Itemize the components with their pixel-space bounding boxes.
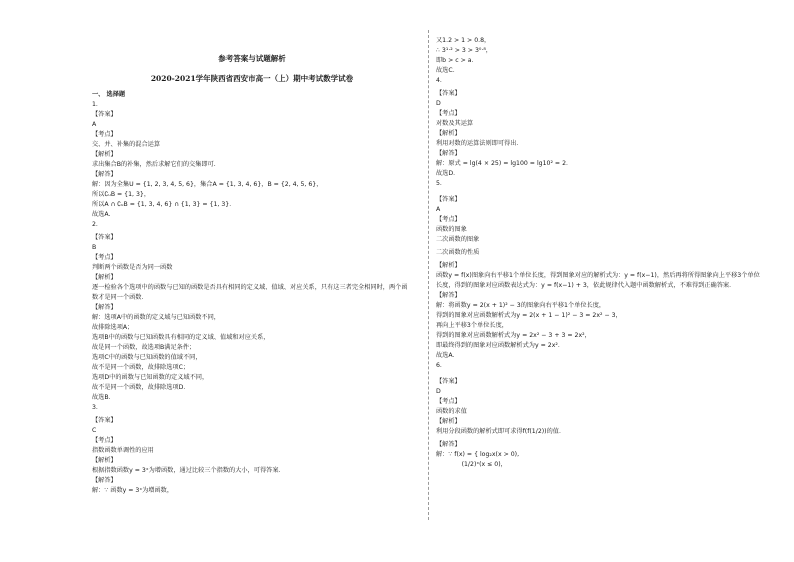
q3-analysis: 根据指数函数y = 3ˣ为增函数，通过比较三个指数的大小，可得答案．	[92, 467, 285, 474]
q4-point: 对数及其运算	[436, 120, 474, 127]
q3-solution-tag: 【解答】	[92, 477, 117, 484]
q2-analysis: 逐一检验各个选项中的函数与已知的函数是否具有相同的定义域、值域、对应关系，只有这三者完全相同时，两个函数才是同一个函数．	[92, 284, 408, 301]
q1-point: 交、并、补集的混合运算	[92, 141, 161, 148]
q4-sol-line: 故选D．	[436, 170, 460, 177]
doc-subtitle: 2020-2021学年陕西省西安市高一（上）期中考试数学试卷	[150, 74, 354, 83]
q2-sol-line: 故选B．	[92, 394, 115, 401]
q4-solution-tag: 【解答】	[436, 150, 461, 157]
q2-sol-line: 选项C中的函数与已知函数的值域不同，	[92, 354, 202, 361]
q4-analysis: 利用对数的运算法则即可得出．	[436, 140, 523, 147]
q1-sol-line: 所以A ∩ ∁ᵤB = {1, 3, 4, 6} ∩ {1, 3} = {1, 3}．	[92, 201, 236, 208]
q1-solution-tag: 【解答】	[92, 171, 117, 178]
q6-point-tag: 【考点】	[436, 398, 461, 405]
q3-number: 3.	[92, 404, 98, 411]
q5-number: 5.	[436, 180, 442, 187]
q5-solution-tag: 【解答】	[436, 292, 461, 299]
q2-sol-line: 故不是同一个函数，故排除选项D．	[92, 384, 190, 391]
right-column	[436, 36, 761, 470]
q2-sol-line: 解：选项A中的函数的定义域与已知函数不同，	[92, 314, 220, 321]
q3-sol-line: 又1.2 > 1 > 0.8，	[436, 37, 491, 44]
q5-sol-line: 得到的图象对应函数解析式为y = 2x² − 3 + 3 = 2x²，	[436, 332, 591, 339]
q3-point-tag: 【考点】	[92, 437, 117, 444]
q1-answer-tag: 【答案】	[92, 111, 117, 118]
q2-number: 2.	[92, 221, 98, 228]
q6-answer-tag: 【答案】	[436, 378, 461, 385]
section-heading: 一、 选择题	[92, 91, 126, 98]
q6-solution-tag: 【解答】	[436, 441, 461, 448]
q3-answer: C	[92, 427, 97, 434]
q4-answer-tag: 【答案】	[436, 90, 461, 97]
q6-sol-line: (1/2)ˣ(x ≤ 0)，	[436, 461, 507, 468]
q2-sol-line: 故排除选项A；	[92, 324, 134, 331]
q4-point-tag: 【考点】	[436, 110, 461, 117]
q4-answer: D	[436, 100, 441, 107]
q5-sol-line: 故选A．	[436, 352, 459, 359]
q6-sol-line: 解：∵ f(x) = { log₂x(x > 0),	[436, 451, 520, 458]
q1-sol-line: 解：因为全集U = {1, 2, 3, 4, 5, 6}，集合A = {1, 3, 4, 6}，B = {2, 4, 5, 6}，	[92, 181, 323, 188]
q3-sol-line: 故选C．	[436, 67, 459, 74]
q6-analysis-tag: 【解析】	[436, 418, 461, 425]
q6-answer: D	[436, 388, 441, 395]
q3-sol-line: ∴ 3¹·² > 3 > 3⁰·⁸，	[436, 47, 492, 54]
q4-number: 4.	[436, 77, 442, 84]
q5-sol-line: 解：将函数y = 2(x + 1)² − 3的图象向右平移1个单位长度，	[436, 302, 606, 309]
q5-point: 函数的图象	[436, 226, 467, 233]
q2-point: 判断两个函数是否为同一函数	[92, 264, 173, 271]
q5-sol-line: 再向上平移3个单位长度，	[436, 322, 508, 329]
q5-sol-line: 得到的图象对应函数解析式为y = 2(x + 1 − 1)² − 3 = 2x² − 3，	[436, 312, 622, 319]
q4-analysis-tag: 【解析】	[436, 130, 461, 137]
left-column	[92, 36, 412, 496]
q3-sol-line: 解：∵ 函数y = 3ˣ为增函数，	[92, 487, 174, 494]
column-divider	[428, 30, 429, 520]
q3-point: 指数函数单调性的应用	[92, 447, 154, 454]
q6-number: 6.	[436, 362, 442, 369]
doc-title: 参考答案与试题解析	[218, 54, 286, 63]
q2-point-tag: 【考点】	[92, 254, 117, 261]
q5-point: 二次函数的性质	[436, 249, 480, 256]
q5-sol-line: 即最终得到的图象对应函数解析式为y = 2x²．	[436, 342, 565, 349]
q2-analysis-tag: 【解析】	[92, 274, 117, 281]
q1-point-tag: 【考点】	[92, 131, 117, 138]
q2-sol-line: 选项B中的函数与已知函数具有相同的定义域、值域和对应关系，	[92, 334, 270, 341]
q5-analysis-tag: 【解析】	[436, 262, 461, 269]
q4-sol-line: 解：原式 = lg(4 × 25) = lg100 = lg10² = 2．	[436, 160, 573, 167]
q1-answer: A	[92, 121, 97, 128]
q1-analysis: 求出集合B的补集，然后求解它们的交集即可.	[92, 161, 216, 168]
q5-analysis: 函数y = f(x)图象向右平移1个单位长度，得到图象对应的解析式为：y = f(x−1)，然后再将所得图象向上平移3个单位长度，得到的图象对应函数表达式为：y = f(x−1) + 3，依此规律代入题中函数解析式，不难得到正确答案．	[436, 272, 760, 289]
q2-sol-line: 故不是同一个函数，故排除选项C；	[92, 364, 190, 371]
q3-analysis-tag: 【解析】	[92, 457, 117, 464]
q2-solution-tag: 【解答】	[92, 304, 117, 311]
q6-analysis: 利用分段函数的解析式即可求得f(f(1/2))的值．	[436, 428, 566, 435]
q1-sol-line: 所以∁ᵤB = {1, 3}，	[92, 191, 151, 198]
q2-sol-line: 故是同一个函数，故选项B满足条件；	[92, 344, 196, 351]
q5-answer: A	[436, 206, 441, 213]
q5-point-tag: 【考点】	[436, 216, 461, 223]
q6-point: 函数的求值	[436, 408, 467, 415]
q2-sol-line: 选项D中的函数与已知函数的定义域不同，	[92, 374, 209, 381]
q2-answer-tag: 【答案】	[92, 234, 117, 241]
q3-answer-tag: 【答案】	[92, 417, 117, 424]
q1-sol-line: 故选A.	[92, 211, 111, 218]
q5-point: 二次函数的图象	[436, 236, 480, 243]
q1-analysis-tag: 【解析】	[92, 151, 117, 158]
q3-sol-line: 即b > c > a．	[436, 57, 478, 64]
q1-number: 1.	[92, 101, 98, 108]
q5-answer-tag: 【答案】	[436, 196, 461, 203]
q2-answer: B	[92, 244, 97, 251]
